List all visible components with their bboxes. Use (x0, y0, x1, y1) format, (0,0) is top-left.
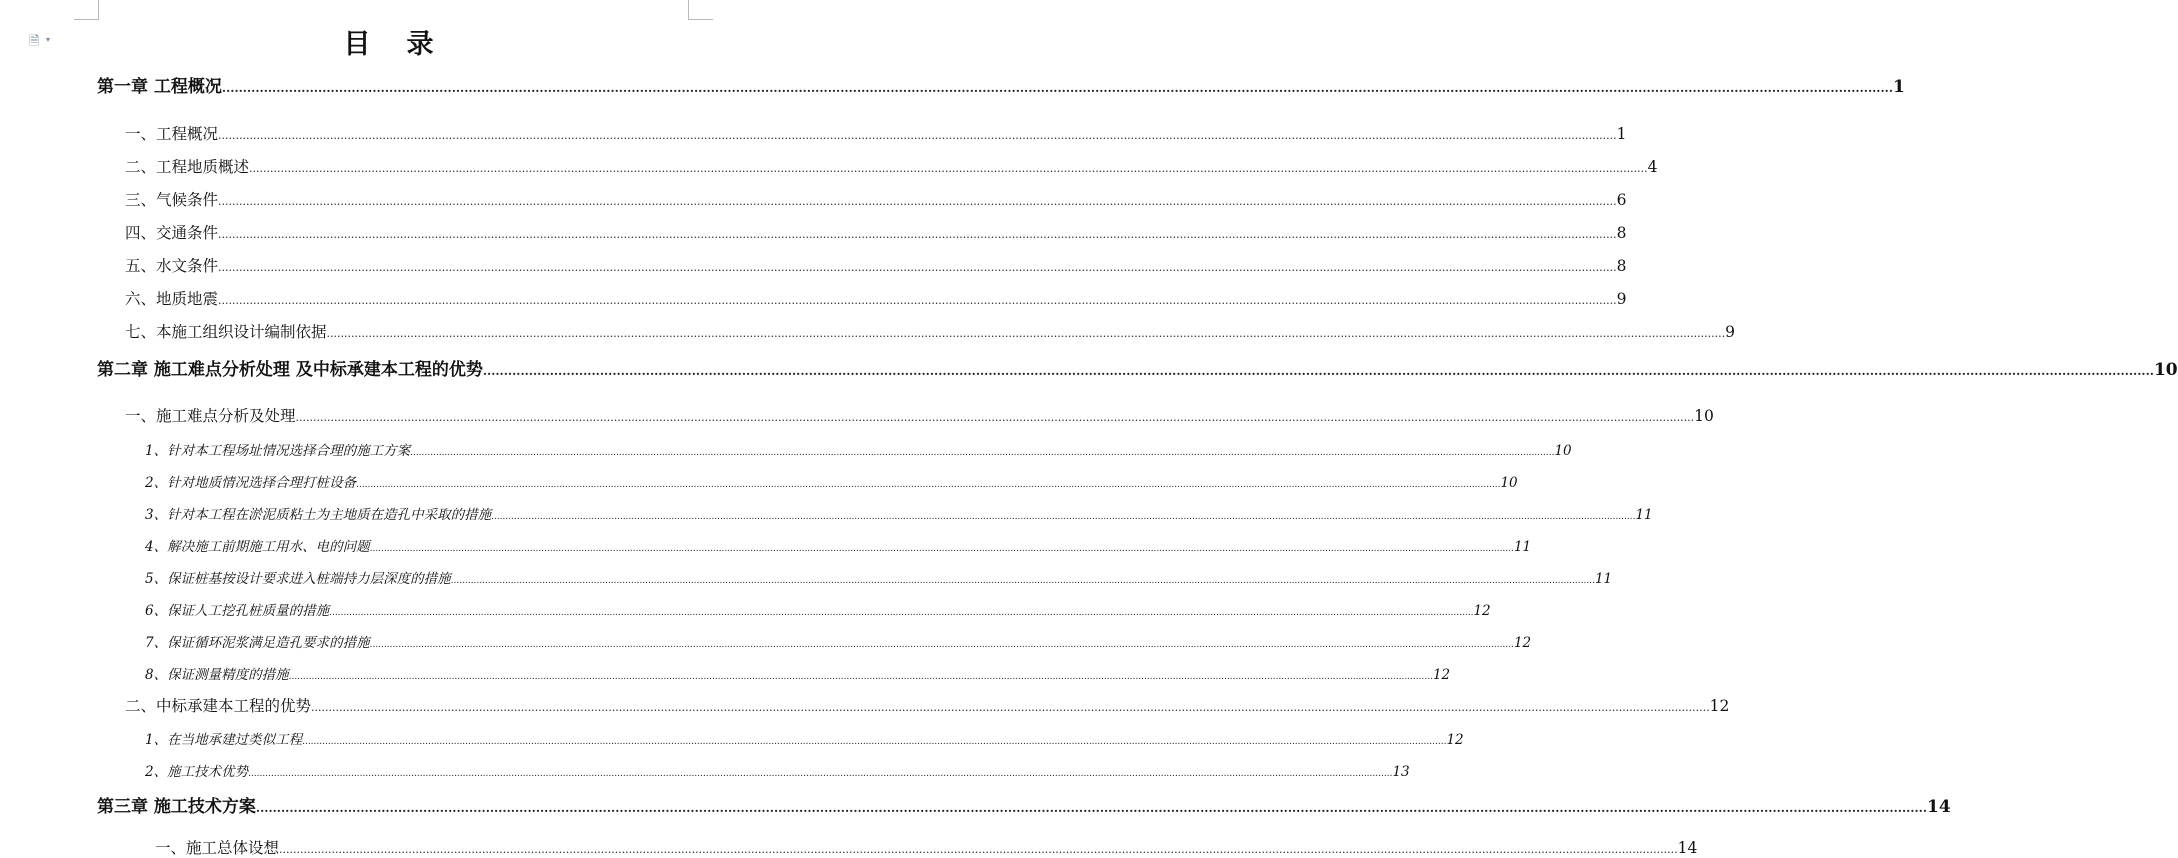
toc-chapter-entry[interactable] (97, 355, 2178, 380)
toc-page-number: 10 (1500, 475, 1518, 491)
toc-item-entry[interactable] (145, 567, 1613, 587)
toc-entry-label: 五、水文条件 (125, 257, 219, 275)
toc-entry-label: 二、工程地质概述 (125, 158, 250, 176)
toc-page-number: 12 (1473, 603, 1491, 619)
toc-leader-dots: ................................................................................................................................................................................................................................................................................................................................................................................................................ (326, 327, 1726, 340)
toc-chapter-entry[interactable] (97, 792, 1951, 817)
toc-item-entry[interactable] (145, 760, 1410, 780)
chevron-down-icon[interactable]: ▾ (46, 35, 51, 44)
toc-leader-dots: ................................................................................................................................................................................................................................................................................................................................................................................................................ (248, 769, 1393, 779)
toc-page-number: 14 (1927, 797, 1951, 817)
toc-leader-dots: ................................................................................................................................................................................................................................................................................................................................................................................................................ (249, 162, 1648, 175)
toc-page-number: 12 (1513, 635, 1532, 651)
toc-leader-dots: ................................................................................................................................................................................................................................................................................................................................................................................................................ (410, 448, 1555, 458)
toc-page-number: 9 (1725, 323, 1736, 341)
toc-entry-label: 1、在当地承建过类似工程 (145, 732, 303, 748)
toc-item-entry[interactable] (145, 728, 1464, 748)
toc-entry-label: 1、针对本工程场址情况选择合理的施工方案 (145, 443, 411, 459)
toc-page-number: 12 (1709, 697, 1730, 715)
page-corner-mark-top-left (74, 0, 99, 20)
toc-leader-dots: ................................................................................................................................................................................................................................................................................................................................................................................................................ (218, 228, 1617, 241)
toc-page-number: 10 (2153, 360, 2178, 380)
toc-section-entry[interactable] (125, 320, 1736, 342)
toc-leader-dots: ................................................................................................................................................................................................................................................................................................................................................................................................................ (295, 411, 1695, 424)
toc-leader-dots: ................................................................................................................................................................................................................................................................................................................................................................................................................ (329, 608, 1474, 618)
toc-page-number: 11 (1513, 539, 1532, 555)
toc-page-number: 12 (1446, 732, 1464, 748)
toc-page-number: 1 (1616, 125, 1627, 143)
toc-page-number: 12 (1432, 667, 1451, 683)
toc-leader-dots: ................................................................................................................................................................................................................................................................................................................................................................................................................ (279, 843, 1678, 856)
document-icon[interactable]: 🗎 (29, 34, 40, 49)
toc-leader-dots: ................................................................................................................................................................................................................................................................................................................................................................................................................ (450, 576, 1595, 586)
toc-page-number: 11 (1594, 571, 1613, 587)
toc-page-number: 11 (1635, 507, 1653, 523)
toc-page-number: 6 (1616, 191, 1627, 209)
toc-page-number: 9 (1616, 290, 1627, 308)
toc-chapter-entry[interactable] (97, 72, 1905, 97)
toc-entry-label: 第三章 施工技术方案 (97, 797, 256, 817)
toc-entry-label: 七、本施工组织设计编制依据 (125, 323, 327, 341)
toc-leader-dots: ................................................................................................................................................................................................................................................................................................................................................................................................................ (311, 701, 1710, 714)
toc-section-entry[interactable] (125, 122, 1627, 144)
toc-section-entry[interactable] (125, 404, 1714, 426)
toc-section-entry[interactable] (125, 221, 1627, 243)
toc-entry-label: 2、施工技术优势 (145, 764, 249, 780)
toc-entry-label: 第一章 工程概况 (97, 77, 222, 97)
toc-entry-label: 一、工程概况 (125, 125, 219, 143)
toc-leader-dots: ................................................................................................................................................................................................................................................................................................................................................................................................................ (288, 672, 1433, 682)
toc-entry-label: 三、气候条件 (125, 191, 219, 209)
toc-page-number: 8 (1616, 257, 1627, 275)
toc-leader-dots: ................................................................................................................................................................................................................................................................................................................................................................................................................ (482, 364, 2154, 378)
toc-entry-label: 二、中标承建本工程的优势 (125, 697, 312, 715)
toc-entry-label: 8、保证测量精度的措施 (145, 667, 289, 683)
toc-item-entry[interactable] (145, 599, 1491, 619)
toc-leader-dots: ................................................................................................................................................................................................................................................................................................................................................................................................................ (356, 480, 1501, 490)
toc-leader-dots: ................................................................................................................................................................................................................................................................................................................................................................................................................ (369, 640, 1514, 650)
toc-section-entry[interactable] (125, 155, 1658, 177)
toc-entry-label: 一、施工总体设想 (155, 839, 280, 857)
toc-leader-dots: ................................................................................................................................................................................................................................................................................................................................................................................................................ (218, 261, 1617, 274)
toc-entry-label: 四、交通条件 (125, 224, 219, 242)
toc-leader-dots: ................................................................................................................................................................................................................................................................................................................................................................................................................ (218, 195, 1617, 208)
toc-item-entry[interactable] (145, 535, 1532, 555)
toc-entry-label: 2、针对地质情况选择合理打桩设备 (145, 475, 357, 491)
toc-section-entry[interactable] (125, 188, 1627, 210)
toc-section-entry[interactable] (125, 254, 1627, 276)
toc-page-number: 14 (1677, 839, 1698, 857)
toc-page-number: 8 (1616, 224, 1627, 242)
toc-leader-dots: ................................................................................................................................................................................................................................................................................................................................................................................................................ (255, 801, 1928, 815)
toc-section-entry[interactable] (155, 836, 1698, 858)
toc-page-number: 1 (1893, 77, 1905, 97)
toc-page-number: 10 (1554, 443, 1572, 459)
toc-entry-label: 5、保证桩基按设计要求进入桩端持力层深度的措施 (145, 571, 451, 587)
toc-entry-label: 一、施工难点分析及处理 (125, 407, 296, 425)
toc-entry-label: 六、地质地震 (125, 290, 219, 308)
toc-leader-dots: ................................................................................................................................................................................................................................................................................................................................................................................................................ (369, 544, 1514, 554)
toc-entry-label: 3、针对本工程在淤泥质粘土为主地质在造孔中采取的措施 (145, 507, 492, 523)
toc-entry-label: 7、保证循环泥浆满足造孔要求的措施 (145, 635, 370, 651)
toc-section-entry[interactable] (125, 694, 1730, 716)
toc-page-number: 4 (1647, 158, 1658, 176)
toc-item-entry[interactable] (145, 471, 1518, 491)
toc-item-entry[interactable] (145, 503, 1653, 523)
toc-leader-dots: ................................................................................................................................................................................................................................................................................................................................................................................................................ (491, 512, 1636, 522)
toc-item-entry[interactable] (145, 631, 1532, 651)
toc-item-entry[interactable] (145, 663, 1451, 683)
toc-entry-label: 第二章 施工难点分析处理 及中标承建本工程的优势 (97, 360, 483, 380)
toc-entry-label: 4、解决施工前期施工用水、电的问题 (145, 539, 370, 555)
toc-leader-dots: ................................................................................................................................................................................................................................................................................................................................................................................................................ (302, 737, 1447, 747)
toc-page-number: 10 (1694, 407, 1714, 425)
toc-page-number: 13 (1392, 764, 1410, 780)
toc-section-entry[interactable] (125, 287, 1627, 309)
toc-item-entry[interactable] (145, 439, 1572, 459)
toc-leader-dots: ................................................................................................................................................................................................................................................................................................................................................................................................................ (218, 129, 1617, 142)
page-title: 目 录 (343, 29, 436, 60)
page-corner-mark-top-right (688, 0, 713, 20)
toc-leader-dots: ................................................................................................................................................................................................................................................................................................................................................................................................................ (218, 294, 1617, 307)
toc-entry-label: 6、保证人工挖孔桩质量的措施 (145, 603, 330, 619)
toc-leader-dots: ................................................................................................................................................................................................................................................................................................................................................................................................................ (221, 81, 1894, 95)
